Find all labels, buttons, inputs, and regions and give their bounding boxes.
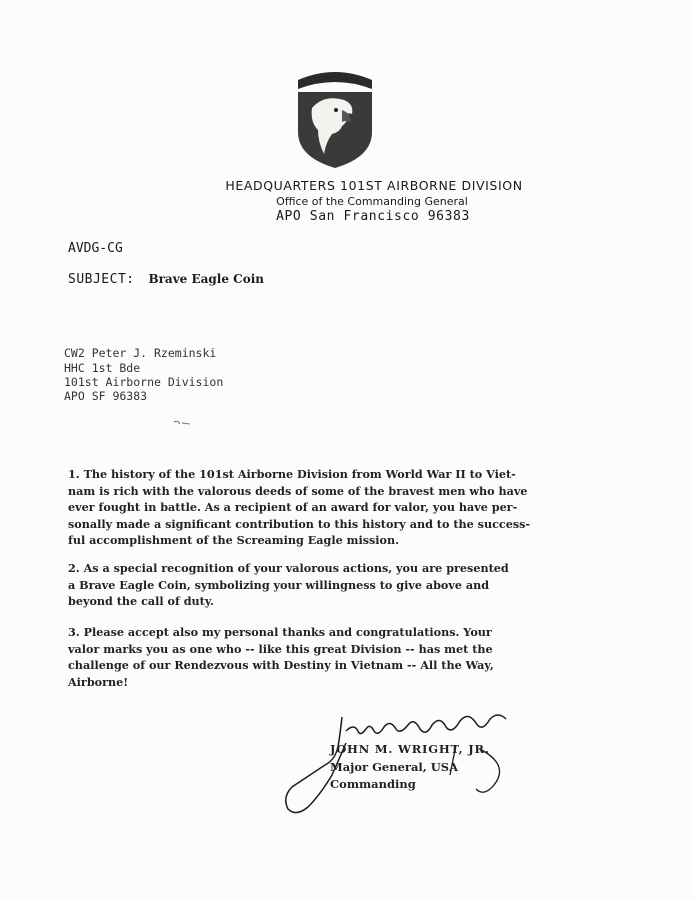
- letterhead-title: HEADQUARTERS 101ST AIRBORNE DIVISION: [225, 178, 523, 193]
- paragraph-line: ever fought in battle. As a recipient of an award for valor, you have per-: [68, 500, 518, 514]
- paragraph-3: [68, 624, 588, 690]
- paragraph-line: a Brave Eagle Coin, symbolizing your willingness to give above and: [68, 577, 490, 592]
- screaming-eagle-insignia: [292, 62, 378, 172]
- paragraph-1: [68, 466, 588, 549]
- paragraph-line: Airborne!: [68, 674, 129, 689]
- paragraph-line: 2. As a special recognition of your valorous actions, you are presented: [68, 561, 509, 575]
- addressee-division: 101st Airborne Division: [64, 375, 224, 389]
- addressee-apo: APO SF 96383: [64, 389, 148, 403]
- signer-rank: Major General, USA: [330, 760, 459, 774]
- paragraph-line: valor marks you as one who -- like this great Division -- has met the: [68, 641, 493, 656]
- paragraph-line: beyond the call of duty.: [68, 594, 214, 608]
- subject-label: SUBJECT:: [68, 272, 135, 287]
- paragraph-line: sonally made a significant contribution to this history and to the success-: [68, 516, 531, 531]
- addressee-name: CW2 Peter J. Rzeminski: [64, 346, 217, 360]
- paper-mark: [170, 418, 200, 428]
- letterhead-office: Office of the Commanding General: [276, 195, 468, 208]
- paragraph-line: nam is rich with the valorous deeds of some of the bravest men who have: [68, 483, 528, 498]
- subject-value: Brave Eagle Coin: [148, 272, 264, 286]
- letterhead-address: APO San Francisco 96383: [276, 209, 470, 224]
- paragraph-line: 3. Please accept also my personal thanks and congratulations. Your: [68, 625, 492, 639]
- signer-name: JOHN M. WRIGHT, JR.: [330, 742, 490, 756]
- paragraph-line: 1. The history of the 101st Airborne Division from World War II to Viet-: [68, 467, 516, 481]
- paragraph-line: ful accomplishment of the Screaming Eagle mission.: [68, 533, 400, 547]
- signer-role: Commanding: [330, 777, 416, 791]
- office-symbol: AVDG-CG: [68, 241, 123, 256]
- subject-line: [68, 272, 264, 287]
- paragraph-line: challenge of our Rendezvous with Destiny in Vietnam -- All the Way,: [68, 658, 494, 672]
- paragraph-2: [68, 560, 588, 610]
- addressee-unit: HHC 1st Bde: [64, 361, 141, 375]
